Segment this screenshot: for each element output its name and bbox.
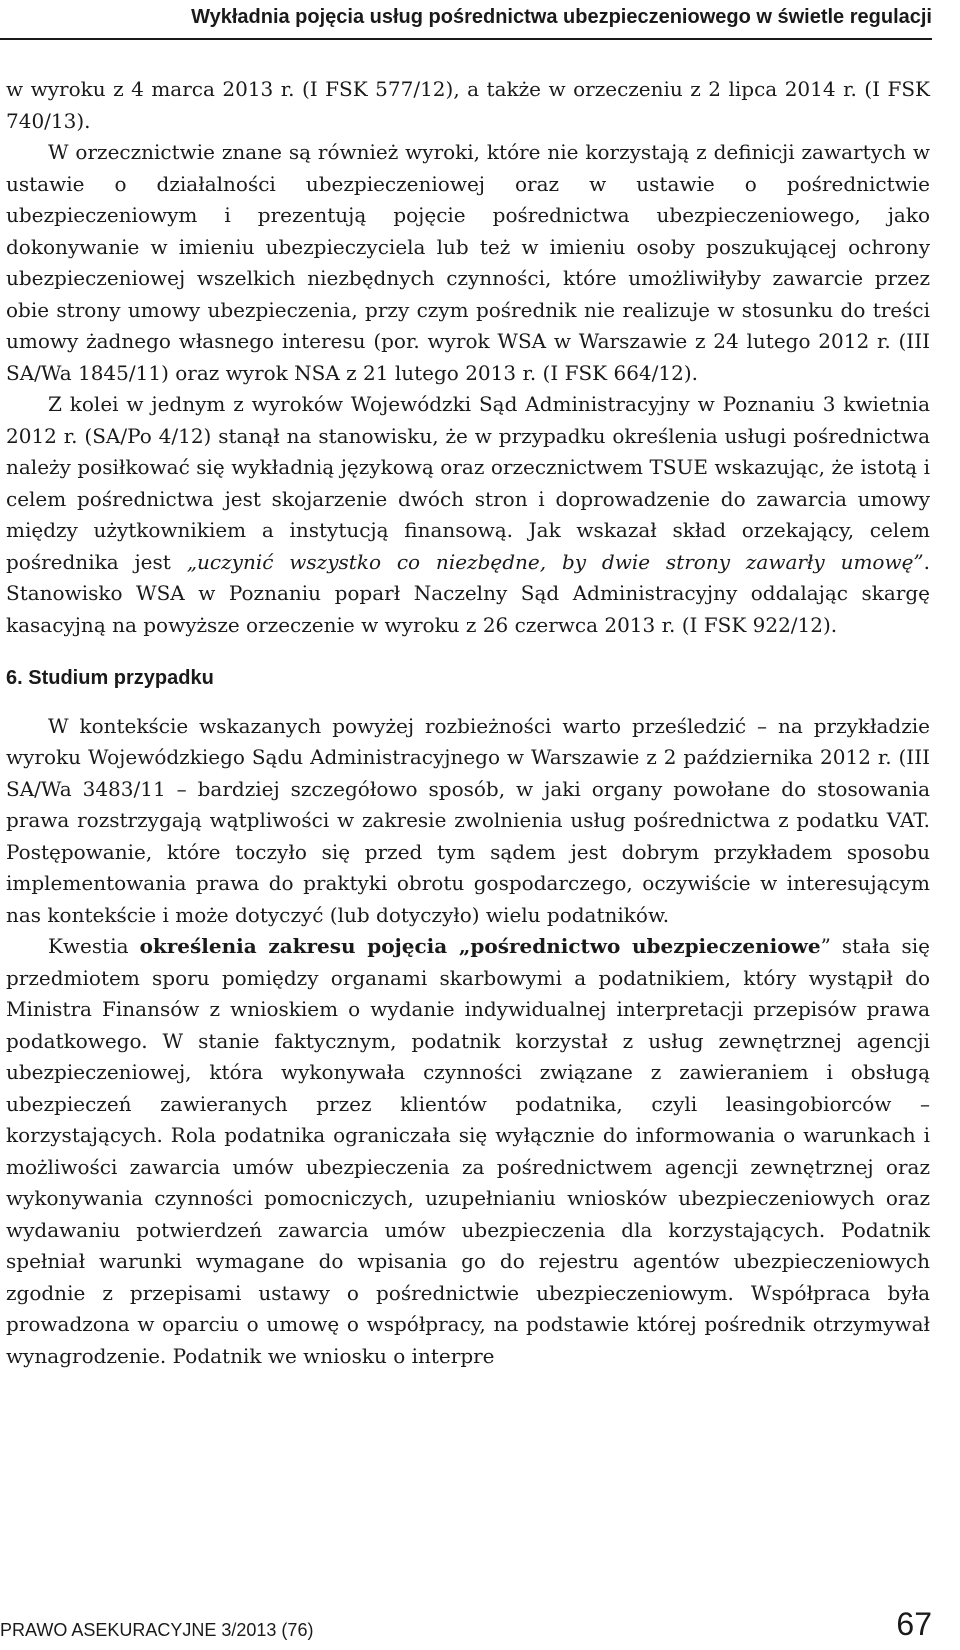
paragraph — [6, 389, 930, 641]
running-header: Wykładnia pojęcia usług pośrednictwa ubezpieczeniowego w świetle regulacji — [191, 6, 932, 28]
paragraph — [6, 931, 930, 1372]
paragraph: W orzecznictwie znane są również wyroki, które nie korzystają z definicji zawartych w ustawie o działalności ubezpieczeniowej oraz w ustawie o pośrednictwie ubezpieczeniowym i prezentują pojęcie pośrednictwa ubezpieczeniowego, jako dokonywanie w imieniu ubezpieczyciela lub też w imieniu osoby poszukującej ochrony ubezpieczeniowej wszelkich niezbędnych czynności, które umożliwiłyby zawarcie przez obie strony umowy ubezpieczenia, przy czym pośrednik nie realizuje w stosunku do treści umowy żadnego własnego interesu (por. wyrok WSA w Warszawie z 24 lutego 2012 r. (III SA/Wa 1845/11) oraz wyrok NSA z 21 lutego 2013 r. (I FSK 664/12). — [6, 140, 930, 385]
paragraph-text: ” stała się przedmiotem sporu pomiędzy organami skarbowymi a podatnikiem, który wystąpił do Ministra Finansów z wnioskiem o wydanie indywidualnej interpretacji przepisów prawa podatkowego. W stanie faktycznym, podatnik korzystał z usług zewnętrznej agencji ubezpieczeniowej, która wykonywała czynności związane z zawieraniem i obsługą ubezpieczeń zawieranych przez klientów podatnika, czyli leasingobiorców – korzystających. Rola podatnika ograniczała się wyłącznie do informowania o warunkach i możliwości zawarcia umów ubezpieczenia za pośrednictwem agencji zewnętrznej oraz wykonywania czynności pomocniczych, uzupełnianiu wniosków ubezpieczeniowych oraz wydawaniu potwierdzeń zawarcia umów ubezpieczenia dla korzystających. Podatnik spełniał warunki wymagane do wpisania go do rejestru agentów ubezpieczeniowych zgodnie z przepisami ustawy o pośrednictwie ubezpieczeniowym. Współpraca była prowadzona w oparciu o umowę o współpracy, na podstawie której pośrednik otrzymywał wynagrodzenie. Podatnik we wniosku o interpre — [6, 934, 930, 1368]
paragraph-text: Kwestia — [48, 934, 140, 958]
journal-name: PRAWO ASEKURACYJNE 3/2013 (76) — [0, 1620, 314, 1640]
page-number: 67 — [896, 1606, 932, 1642]
paragraph: W kontekście wskazanych powyżej rozbieżności warto prześledzić – na przykładzie wyroku Wojewódzkiego Sądu Administracyjnego w Warszawie z 2 października 2012 r. (III SA/Wa 3483/11 – bardziej szczegółowo sposób, w jaki organy powołane do stosowania prawa rozstrzygają wątpliwości w zakresie zwolnienia usług pośrednictwa z podatku VAT. Postępowanie, które toczyło się przed tym sądem jest dobrym przykładem sposobu implementowania prawa do praktyki obrotu gospodarczego, oczywiście w interesującym nas kontekście i może dotyczyć (lub dotyczyło) wielu podatników. — [6, 713, 930, 927]
paragraph-text: . Stanowisko WSA w Poznaniu poparł Naczelny Sąd Administracyjny oddalając skargę kasacyjną na powyższe orzeczenie w wyroku z 26 czerwca 2013 r. (I FSK 922/12). — [6, 549, 930, 637]
header-rule — [0, 38, 932, 40]
paragraph-text: Z kolei w jednym z wyroków Wojewódzki Sąd Administracyjny w Poznaniu 3 kwietnia 2012 r. (SA/Po 4/12) stanął na stanowisku, że w przypadku określenia usługi pośrednictwa należy posiłkować się wykładnią językową oraz orzecznictwem TSUE wskazując, że istotą i celem pośrednictwa jest skojarzenie dwóch stron i doprowadzenie do zawarcia umowy między użytkownikiem a instytucją finansową. Jak wskazał skład orzekający, celem pośrednika jest — [6, 392, 930, 574]
quotation: „uczynić wszystko co niezbędne, by dwie strony zawarły umowę” — [186, 549, 924, 574]
paragraph-continued: w wyroku z 4 marca 2013 r. (I FSK 577/12), a także w orzeczeniu z 2 lipca 2014 r. (I FSK 740/13). — [6, 77, 930, 133]
article-body — [6, 74, 930, 1372]
section-heading: 6. Studium przypadku — [6, 667, 214, 689]
emphasis: określenia zakresu pojęcia „pośrednictwo ubezpieczeniowe — [139, 934, 821, 958]
